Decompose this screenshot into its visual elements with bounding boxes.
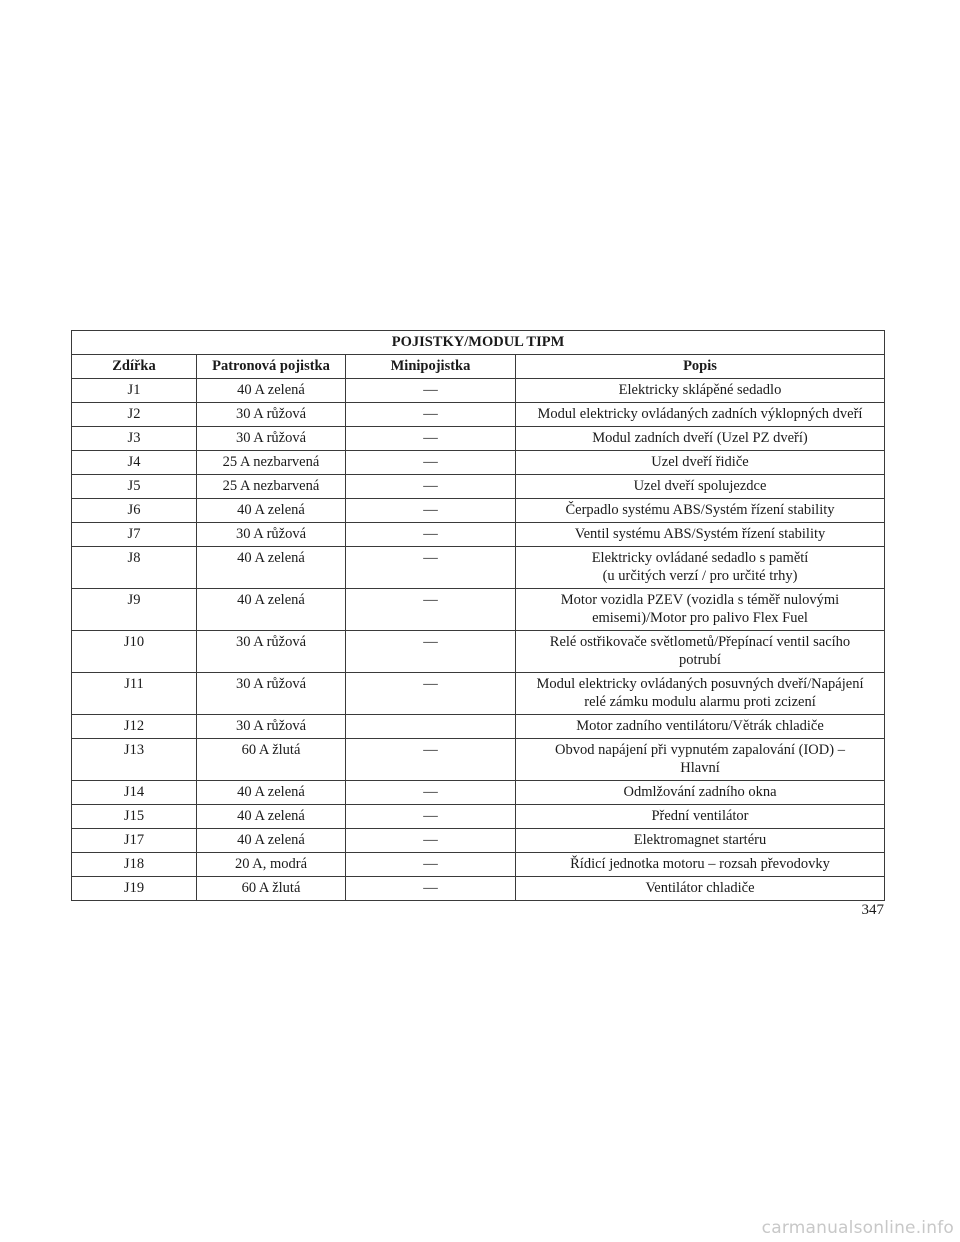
description-line: Odmlžování zadního okna <box>623 784 777 800</box>
table-row <box>72 475 885 499</box>
mini-fuse-cell: — <box>346 781 516 805</box>
slot-cell: J10 <box>72 631 197 673</box>
slot-cell: J12 <box>72 715 197 739</box>
page-number: 347 <box>861 902 884 918</box>
mini-fuse-cell: — <box>346 853 516 877</box>
table-row <box>72 877 885 901</box>
mini-fuse-cell: — <box>346 523 516 547</box>
description-line-2: (u určitých verzí / pro určité trhy) <box>602 568 798 584</box>
cartridge-fuse-cell: 40 A zelená <box>197 589 346 631</box>
cartridge-fuse-cell: 30 A růžová <box>197 673 346 715</box>
description-line: Relé ostřikovače světlometů/Přepínací ventil sacího <box>549 634 851 650</box>
description-cell <box>516 589 885 631</box>
mini-fuse-cell: — <box>346 427 516 451</box>
slot-cell: J5 <box>72 475 197 499</box>
mini-fuse-cell: — <box>346 877 516 901</box>
mini-fuse-cell: — <box>346 739 516 781</box>
description-line-2: potrubí <box>679 652 721 668</box>
table-row <box>72 523 885 547</box>
cartridge-fuse-cell: 30 A růžová <box>197 427 346 451</box>
table-row <box>72 781 885 805</box>
cartridge-fuse-cell: 30 A růžová <box>197 523 346 547</box>
description-line: Modul elektricky ovládaných zadních výklopných dveří <box>537 406 863 422</box>
description-cell <box>516 523 885 547</box>
slot-cell: J3 <box>72 427 197 451</box>
mini-fuse-cell: — <box>346 829 516 853</box>
description-line: Řídicí jednotka motoru – rozsah převodovky <box>570 856 830 872</box>
description-line: Ventilátor chladiče <box>645 880 755 896</box>
description-line: Obvod napájení při vypnutém zapalování (IOD) – <box>555 742 845 758</box>
table-row <box>72 631 885 673</box>
description-line-2: emisemi)/Motor pro palivo Flex Fuel <box>592 610 808 626</box>
description-line: Elektricky ovládané sedadlo s pamětí <box>591 550 809 566</box>
table-body <box>72 379 885 901</box>
table-row <box>72 547 885 589</box>
table-row <box>72 853 885 877</box>
cartridge-fuse-cell: 25 A nezbarvená <box>197 451 346 475</box>
slot-cell: J1 <box>72 379 197 403</box>
table-row <box>72 499 885 523</box>
mini-fuse-cell: — <box>346 673 516 715</box>
slot-cell: J17 <box>72 829 197 853</box>
description-cell <box>516 403 885 427</box>
mini-fuse-cell <box>346 715 516 739</box>
description-line: Ventil systému ABS/Systém řízení stability <box>574 526 826 542</box>
mini-fuse-cell: — <box>346 403 516 427</box>
description-cell <box>516 715 885 739</box>
cartridge-fuse-cell: 30 A růžová <box>197 715 346 739</box>
description-cell <box>516 547 885 589</box>
description-line: Uzel dveří spolujezdce <box>633 478 767 494</box>
mini-fuse-cell: — <box>346 547 516 589</box>
description-cell <box>516 781 885 805</box>
description-cell <box>516 877 885 901</box>
description-line: Modul zadních dveří (Uzel PZ dveří) <box>592 430 808 446</box>
cartridge-fuse-cell: 40 A zelená <box>197 829 346 853</box>
description-line-2: Hlavní <box>680 760 720 776</box>
description-line-2: relé zámku modulu alarmu proti zcizení <box>584 694 816 710</box>
description-cell <box>516 475 885 499</box>
slot-cell: J7 <box>72 523 197 547</box>
header-slot: Zdířka <box>72 355 197 379</box>
fuse-table-container <box>71 330 885 901</box>
cartridge-fuse-cell: 40 A zelená <box>197 805 346 829</box>
mini-fuse-cell: — <box>346 475 516 499</box>
watermark: carmanualsonline.info <box>761 1218 954 1238</box>
cartridge-fuse-cell: 60 A žlutá <box>197 877 346 901</box>
table-row <box>72 589 885 631</box>
slot-cell: J19 <box>72 877 197 901</box>
mini-fuse-cell: — <box>346 499 516 523</box>
slot-cell: J6 <box>72 499 197 523</box>
description-line: Motor zadního ventilátoru/Větrák chladiče <box>576 718 824 734</box>
table-row <box>72 829 885 853</box>
description-cell <box>516 427 885 451</box>
cartridge-fuse-cell: 40 A zelená <box>197 499 346 523</box>
table-row <box>72 715 885 739</box>
slot-cell: J9 <box>72 589 197 631</box>
slot-cell: J13 <box>72 739 197 781</box>
description-cell <box>516 673 885 715</box>
cartridge-fuse-cell: 40 A zelená <box>197 547 346 589</box>
table-row <box>72 451 885 475</box>
description-line: Motor vozidla PZEV (vozidla s téměř nulovými <box>560 592 840 608</box>
table-title-row <box>72 331 885 355</box>
cartridge-fuse-cell: 25 A nezbarvená <box>197 475 346 499</box>
header-cartridge-fuse: Patronová pojistka <box>197 355 346 379</box>
cartridge-fuse-cell: 40 A zelená <box>197 379 346 403</box>
mini-fuse-cell: — <box>346 451 516 475</box>
mini-fuse-cell: — <box>346 379 516 403</box>
slot-cell: J2 <box>72 403 197 427</box>
description-cell <box>516 499 885 523</box>
slot-cell: J8 <box>72 547 197 589</box>
slot-cell: J18 <box>72 853 197 877</box>
description-line: Uzel dveří řidiče <box>651 454 749 470</box>
cartridge-fuse-cell: 30 A růžová <box>197 631 346 673</box>
cartridge-fuse-cell: 60 A žlutá <box>197 739 346 781</box>
cartridge-fuse-cell: 20 A, modrá <box>197 853 346 877</box>
fuse-table <box>71 330 885 901</box>
table-title: POJISTKY/MODUL TIPM <box>72 331 885 355</box>
cartridge-fuse-cell: 30 A růžová <box>197 403 346 427</box>
description-cell <box>516 829 885 853</box>
table-header-row <box>72 355 885 379</box>
table-row <box>72 739 885 781</box>
description-cell <box>516 379 885 403</box>
mini-fuse-cell: — <box>346 631 516 673</box>
description-line: Elektricky sklápěné sedadlo <box>618 382 782 398</box>
description-cell <box>516 739 885 781</box>
slot-cell: J15 <box>72 805 197 829</box>
slot-cell: J11 <box>72 673 197 715</box>
table-row <box>72 379 885 403</box>
description-line: Čerpadlo systému ABS/Systém řízení stability <box>565 502 835 518</box>
cartridge-fuse-cell: 40 A zelená <box>197 781 346 805</box>
description-line: Elektromagnet startéru <box>633 832 767 848</box>
description-cell <box>516 805 885 829</box>
slot-cell: J14 <box>72 781 197 805</box>
header-mini-fuse: Minipojistka <box>346 355 516 379</box>
header-description: Popis <box>516 355 885 379</box>
table-row <box>72 403 885 427</box>
description-line: Modul elektricky ovládaných posuvných dveří/Napájení <box>536 676 864 692</box>
table-row <box>72 673 885 715</box>
table-row <box>72 805 885 829</box>
table-row <box>72 427 885 451</box>
mini-fuse-cell: — <box>346 805 516 829</box>
description-cell <box>516 631 885 673</box>
description-cell <box>516 853 885 877</box>
slot-cell: J4 <box>72 451 197 475</box>
description-line: Přední ventilátor <box>651 808 749 824</box>
description-cell <box>516 451 885 475</box>
mini-fuse-cell: — <box>346 589 516 631</box>
